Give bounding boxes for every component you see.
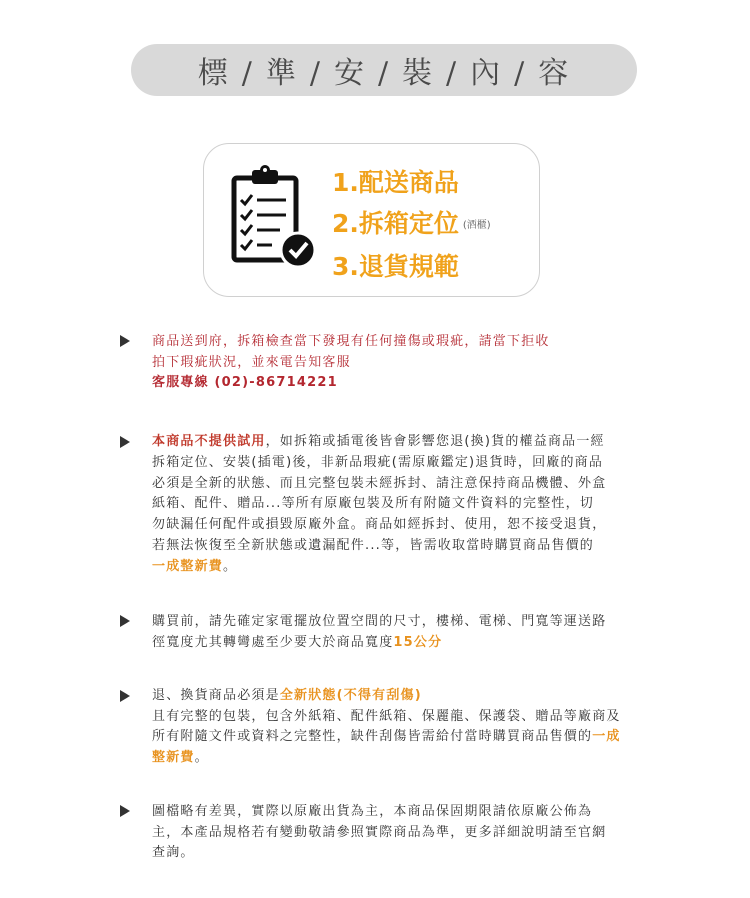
- title-separator: /: [446, 56, 459, 91]
- bullet-triangle-icon: [120, 690, 130, 702]
- title-separator: /: [241, 56, 254, 91]
- no-trial-lead: 本商品不提供試用: [152, 434, 266, 449]
- bullet-triangle-icon: [120, 436, 130, 448]
- no-trial-tail: 。: [223, 558, 238, 574]
- title-char: 安: [333, 56, 366, 91]
- title-char: 內: [470, 56, 503, 91]
- section-title-banner: [131, 44, 637, 96]
- title-char: 準: [265, 56, 298, 91]
- bullet-triangle-icon: [120, 335, 130, 347]
- min-width-emphasis: 15公分: [393, 634, 443, 650]
- title-separator: /: [377, 56, 391, 91]
- no-trial-text: ，如拆箱或插電後皆會影響您退(換)貨的權益商品一經拆箱定位、安裝(插電)後，非新品瑕疵(需原廠鑑定)退貨時，回廠的商品必須是全新的狀態、而且完整包裝未經拆封、請注意保持商品機體、外盒紙箱、配件、贈品...等所有原廠包裝及所有附隨文件資料的完整性，切勿缺漏任何配件或損毀原廠外盒。商品如經拆封、使用，恕不接受退貨，若無法恢復至全新狀態或遺漏配件...等，皆需收取當時購買商品售價的: [152, 434, 607, 553]
- return-condition-tail: 。: [194, 749, 209, 765]
- summary-item-note: (酒櫃): [462, 219, 491, 231]
- customer-service-hotline: 客服專線 (02)-86714221: [152, 375, 338, 390]
- title-char: 容: [538, 56, 571, 91]
- summary-item: 1.配送商品: [332, 168, 459, 197]
- clipboard-checklist-icon: [230, 164, 320, 274]
- inspection-notice-line: 商品送到府，拆箱檢查當下發現有任何撞傷或瑕疵，請當下拒收: [152, 334, 550, 349]
- summary-list: [332, 162, 491, 287]
- title-separator: /: [309, 56, 322, 91]
- return-condition-text: 且有完整的包裝，包含外紙箱、配件紙箱、保麗龍、保護袋、贈品等廠商及所有附隨文件或資料之完整性，缺件刮傷皆需給付當時購買商品售價的: [152, 708, 621, 744]
- title-separator: /: [514, 56, 527, 91]
- refurbish-fee-emphasis: 一成整新費: [152, 558, 224, 574]
- return-condition-pre: 退、換貨商品必須是: [152, 688, 280, 703]
- summary-card: [203, 143, 540, 297]
- bullet-triangle-icon: [120, 615, 130, 627]
- inspection-notice-line: 拍下瑕疵狀況，並來電告知客服: [152, 354, 351, 370]
- page-title: [198, 48, 571, 92]
- summary-item: 2.拆箱定位 (酒櫃): [332, 209, 491, 238]
- title-char: 標: [197, 56, 230, 91]
- summary-item: 3.退貨規範: [332, 251, 459, 281]
- refurbish-fee-emphasis: 一成整新費: [152, 729, 621, 765]
- disclaimer-text: 圖檔略有差異，實際以原廠出貨為主，本商品保固期限請依原廠公佈為主，本產品規格若有變動敬請參照實際商品為準，更多詳細說明請至官網查詢。: [152, 804, 607, 860]
- title-char: 裝: [402, 56, 435, 91]
- delivery-space-text: 購買前，請先確定家電擺放位置空間的尺寸，樓梯、電梯、門寬等運送路徑寬度尤其轉彎處至少要大於商品寬度: [152, 614, 607, 650]
- brand-new-condition-emphasis: 全新狀態(不得有刮傷): [279, 688, 422, 703]
- bullet-triangle-icon: [120, 805, 130, 817]
